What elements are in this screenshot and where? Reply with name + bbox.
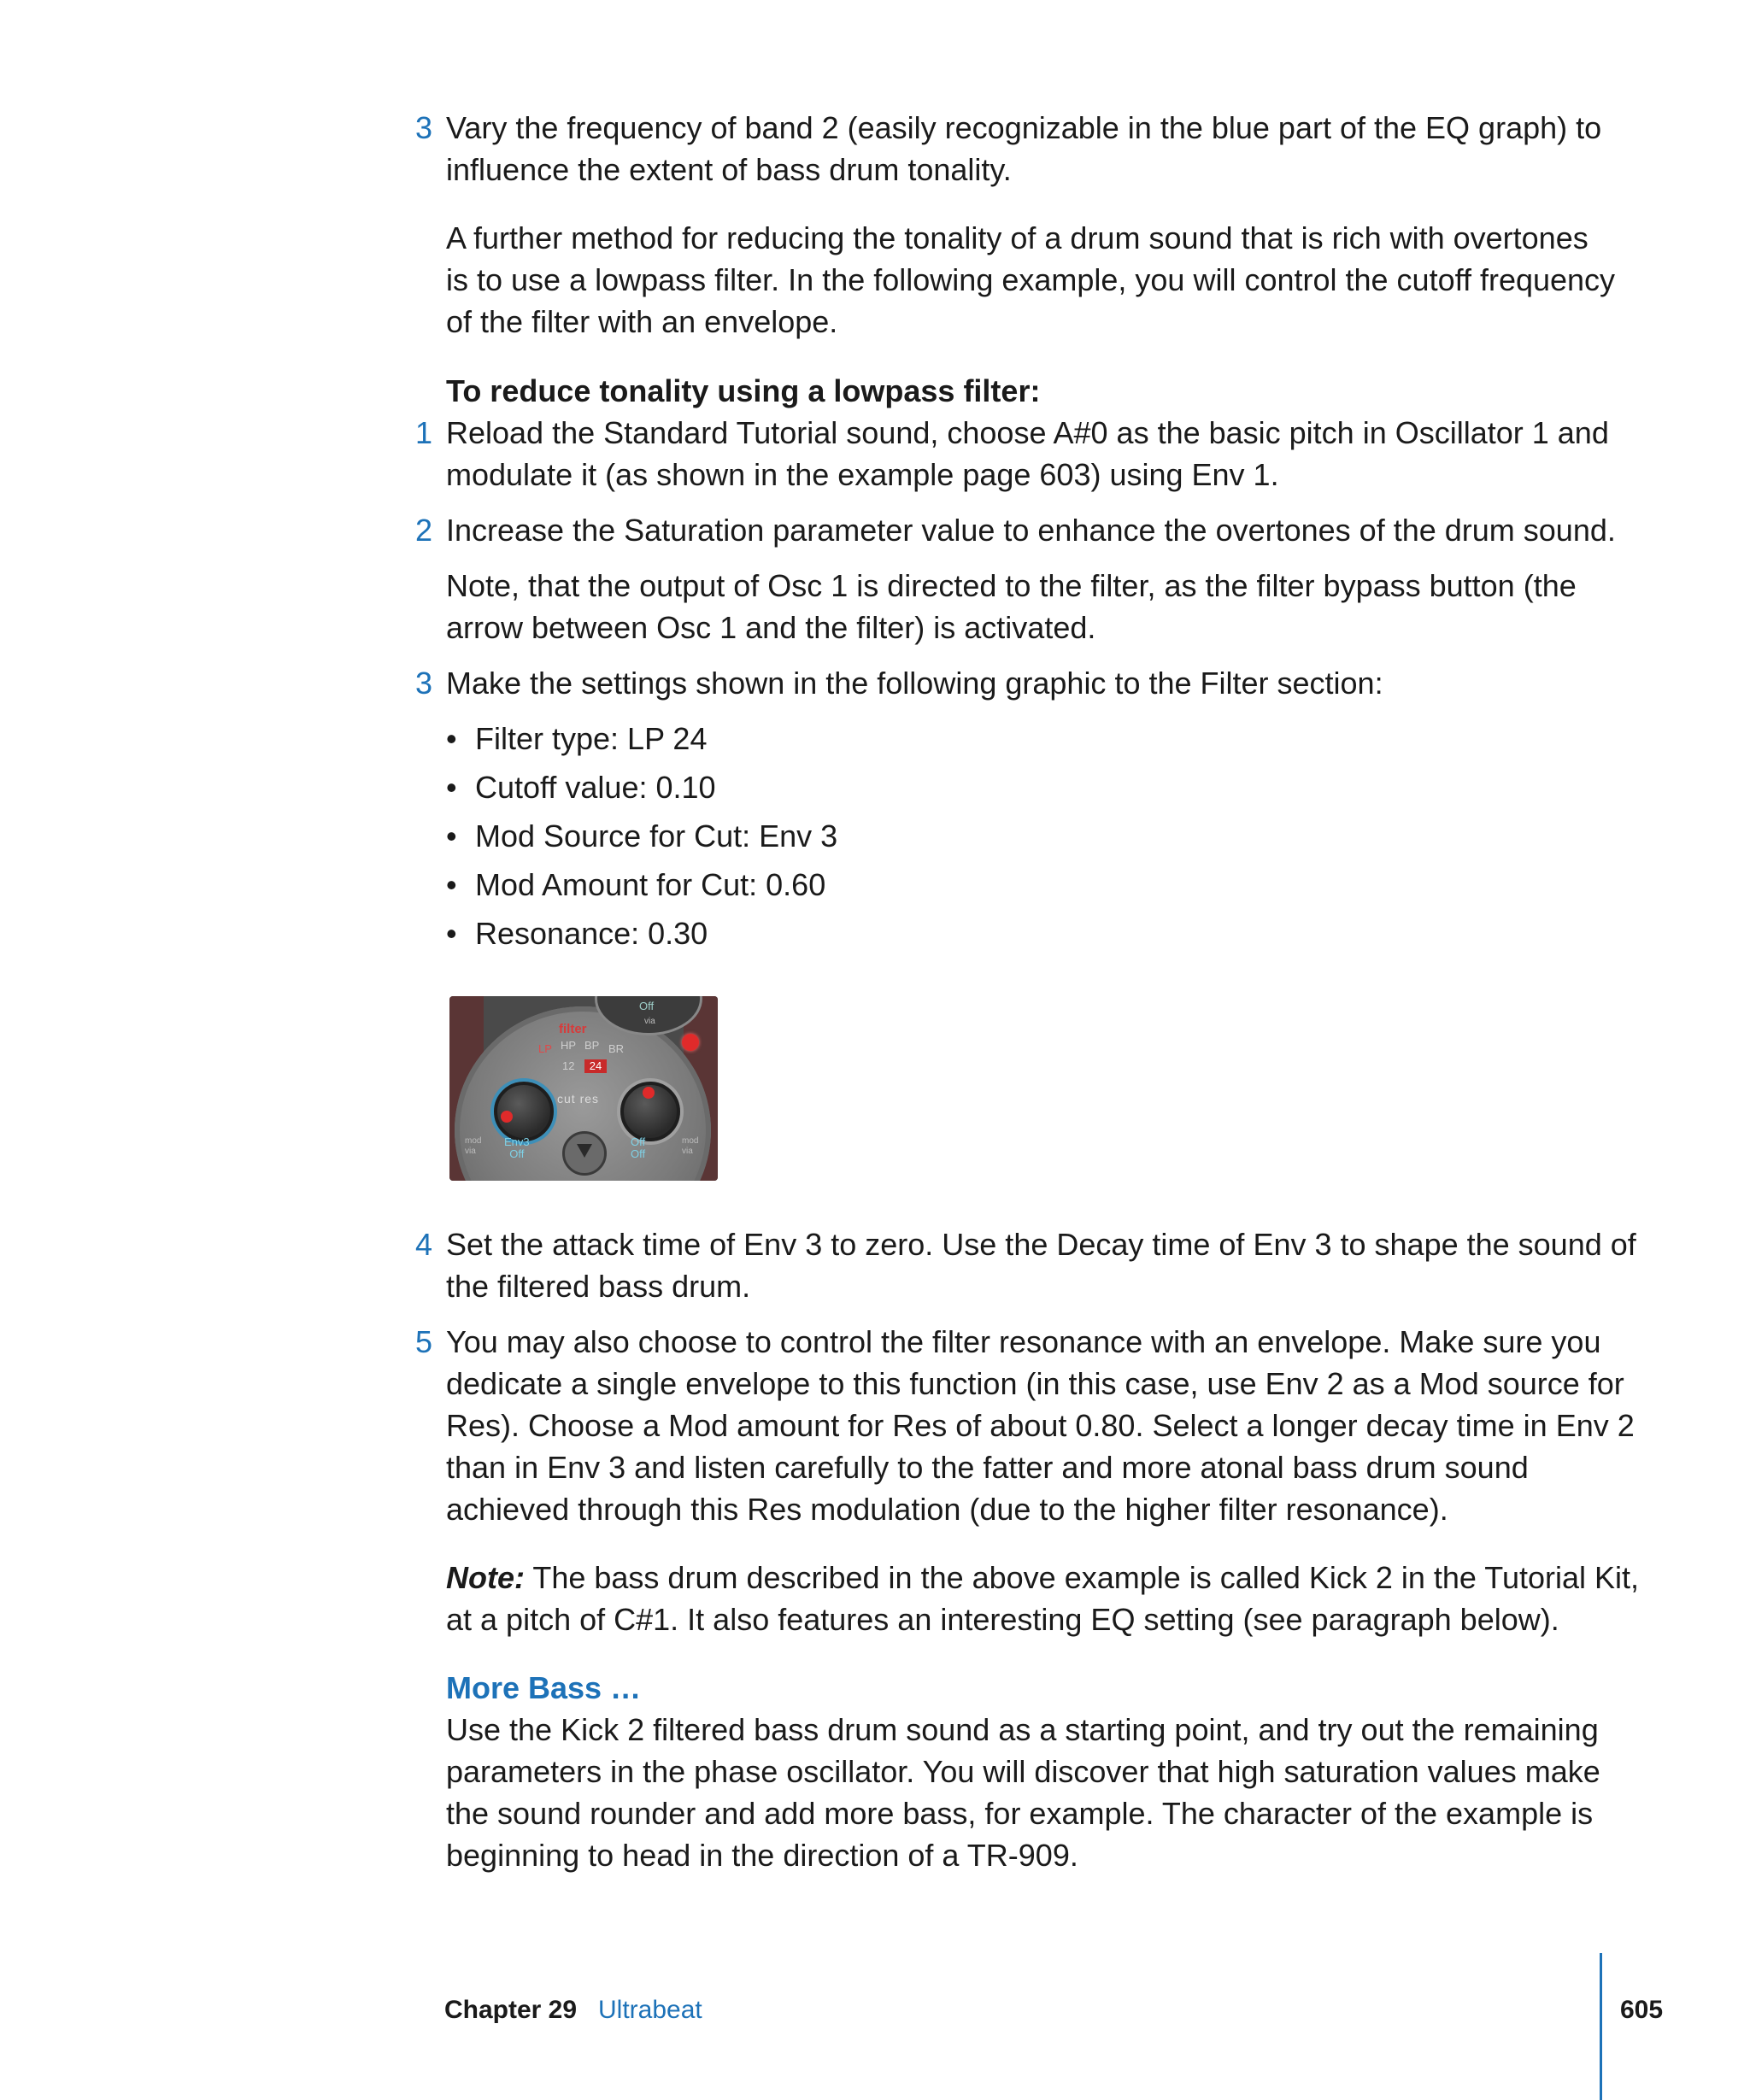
page-number: 605 xyxy=(1620,1996,1664,2024)
footer-divider xyxy=(1600,1953,1602,2100)
text-line: Use the Kick 2 filtered bass drum sound as a starting point, and try out the remaining xyxy=(446,1712,1599,1747)
text-line: than in Env 3 and listen carefully to the fatter and more atonal bass drum sound xyxy=(446,1450,1529,1485)
knob-pointer-icon xyxy=(643,1087,655,1099)
step-3 xyxy=(414,662,1642,704)
filter-bypass-button xyxy=(562,1131,607,1176)
list-item: • Filter type: LP 24 xyxy=(446,718,1301,766)
knob-pointer-icon xyxy=(501,1111,513,1123)
mode-24: 24 xyxy=(584,1059,607,1073)
filter-title: filter xyxy=(559,1022,587,1036)
text-line: the sound rounder and add more bass, for example. The character of the example is xyxy=(446,1796,1594,1831)
filter-power-icon xyxy=(682,1034,699,1051)
text-line: beginning to head in the direction of a TR-909. xyxy=(446,1838,1078,1873)
mode-bp: BP xyxy=(584,1039,600,1052)
text-line: influence the extent of bass drum tonality. xyxy=(446,152,1012,187)
step-number: 5 xyxy=(414,1324,432,1359)
text-line: Set the attack time of Env 3 to zero. Use the Decay time of Env 3 to shape the sound of xyxy=(446,1227,1636,1262)
cut-mod-source: Env3 Off xyxy=(504,1135,530,1160)
text-line: modulate it (as shown in the example page 603) using Env 1. xyxy=(446,457,1279,492)
list-item: • Mod Source for Cut: Env 3 xyxy=(446,815,1301,864)
bullet-glyph: • xyxy=(446,721,457,756)
list-item: • Resonance: 0.30 xyxy=(446,912,1301,961)
arrow-down-icon xyxy=(577,1144,592,1158)
text-line: Res). Choose a Mod amount for Res of about 0.80. Select a longer decay time in Env 2 xyxy=(446,1408,1635,1443)
bullet-glyph: • xyxy=(446,867,457,902)
mode-lp: LP xyxy=(538,1042,552,1055)
text-line: at a pitch of C#1. It also features an interesting EQ setting (see paragraph below). xyxy=(446,1602,1559,1637)
cutoff-knob xyxy=(494,1082,554,1141)
right-mod-via: mod via xyxy=(682,1136,699,1156)
text-line: Make the settings shown in the following graphic to the Filter section: xyxy=(446,666,1383,701)
section-heading-more-bass: More Bass … xyxy=(446,1670,642,1705)
text-line: Vary the frequency of band 2 (easily recognizable in the blue part of the EQ graph) to xyxy=(446,110,1602,145)
text-line: arrow between Osc 1 and the filter) is activated. xyxy=(446,610,1096,645)
text-line: the filtered bass drum. xyxy=(446,1269,751,1304)
step-number: 2 xyxy=(414,513,432,548)
step-2 xyxy=(414,509,1642,551)
filter-panel-screenshot xyxy=(449,996,718,1181)
cut-label: cut xyxy=(557,1092,576,1106)
settings-bullet-list xyxy=(446,718,1301,961)
cut-res-labels xyxy=(557,1092,599,1106)
res-label: res xyxy=(579,1092,600,1106)
top-knob-value: Off xyxy=(639,1000,655,1012)
list-item: • Mod Amount for Cut: 0.60 xyxy=(446,864,1301,912)
text-line: Reload the Standard Tutorial sound, choose A#0 as the basic pitch in Oscillator 1 and xyxy=(446,415,1609,450)
step-number: 1 xyxy=(414,415,432,450)
step-number: 3 xyxy=(414,666,432,701)
more-bass-paragraph xyxy=(446,1709,1642,1876)
step-1 xyxy=(414,412,1642,496)
left-mod-via: mod via xyxy=(465,1136,482,1156)
top-knob-via: via xyxy=(644,1017,655,1026)
text-line: dedicate a single envelope to this function (in this case, use Env 2 as a Mod source for xyxy=(446,1366,1624,1401)
text-line: Note, that the output of Osc 1 is directed to the filter, as the filter bypass button (the xyxy=(446,568,1577,603)
step-3-top xyxy=(414,107,1642,191)
text-line: of the filter with an envelope. xyxy=(446,304,838,339)
task-heading: To reduce tonality using a lowpass filter: xyxy=(446,373,1041,408)
paragraph-lowpass-method xyxy=(446,217,1642,343)
note-paragraph xyxy=(446,1557,1642,1640)
step-2-note xyxy=(446,565,1642,648)
text-line: You may also choose to control the filter resonance with an envelope. Make sure you xyxy=(446,1324,1601,1359)
step-4 xyxy=(414,1223,1642,1307)
bullet-glyph: • xyxy=(446,916,457,951)
text-line: A further method for reducing the tonality of a drum sound that is rich with overtones xyxy=(446,220,1589,255)
text-line: parameters in the phase oscillator. You will discover that high saturation values make xyxy=(446,1754,1600,1789)
note-label: Note: xyxy=(446,1560,525,1595)
res-mod-source: Off Off xyxy=(631,1135,646,1160)
mode-12: 12 xyxy=(562,1059,575,1072)
resonance-knob xyxy=(620,1082,680,1141)
step-5 xyxy=(414,1321,1642,1530)
text-line: is to use a lowpass filter. In the following example, you will control the cutoff frequency xyxy=(446,262,1616,297)
mode-br: BR xyxy=(608,1042,625,1055)
text-line: Increase the Saturation parameter value to enhance the overtones of the drum sound. xyxy=(446,513,1616,548)
text-line: achieved through this Res modulation (due to the higher filter resonance). xyxy=(446,1492,1448,1527)
footer-chapter: Chapter 29 xyxy=(444,1996,578,2024)
bullet-glyph: • xyxy=(446,818,457,853)
footer-chapter-title: Ultrabeat xyxy=(598,1996,702,2024)
bullet-glyph: • xyxy=(446,770,457,805)
mode-hp: HP xyxy=(561,1039,577,1052)
step-number: 3 xyxy=(414,110,432,145)
text-line: Note: The bass drum described in the above example is called Kick 2 in the Tutorial Kit, xyxy=(446,1560,1640,1595)
step-number: 4 xyxy=(414,1227,432,1262)
list-item: • Cutoff value: 0.10 xyxy=(446,766,1301,815)
